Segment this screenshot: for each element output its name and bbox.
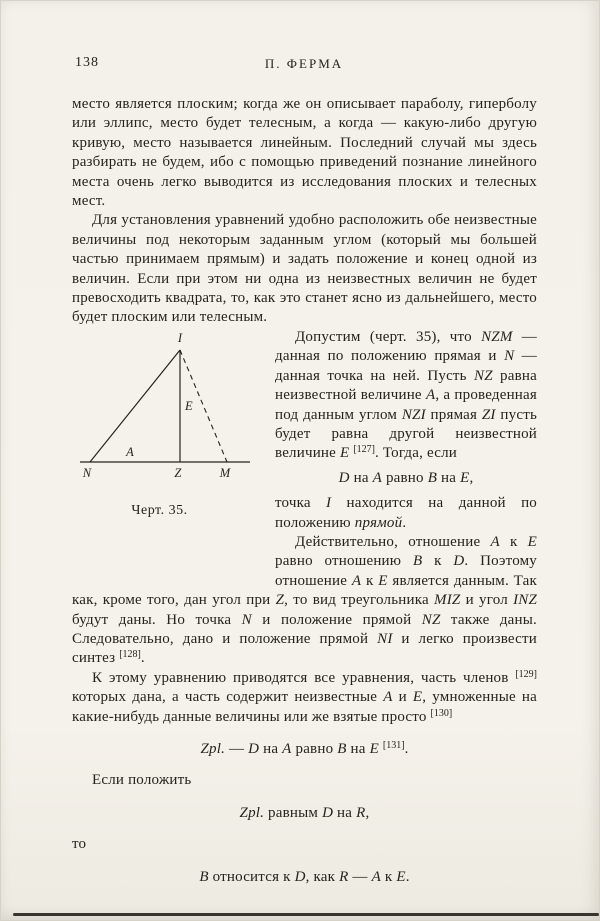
paragraph-assume: Допустим (черт. 35), что NZM — данная по положению прямая и N — данная точка на ней. Пусть NZ равна неизвестной величине A, а проведенная под данным углом NZI прямая ZI пусть будет равна другой неизвестной величине E [127]. Тогда, если [275, 328, 537, 462]
paragraph-then: то [72, 836, 87, 853]
figure-chart-35 [72, 330, 262, 578]
equation-zpl-main: Zpl. — D на A равно B на E [131]. [200, 740, 409, 757]
label-point-m: M [219, 465, 231, 480]
page-header [73, 55, 535, 73]
label-point-i: I [177, 330, 183, 345]
running-title: П. ФЕРМА [264, 56, 344, 71]
label-segment-e: E [185, 398, 193, 413]
paragraph-reduction: К этому уравнению приводятся все уравнения, часть членов [129] которых дана, а часть содержит неизвестные A и E, умноженные на какие-нибудь данные величины или же взятые просто [130] [72, 668, 537, 725]
equation-column: D на A равно B на E, [338, 469, 474, 486]
paragraph-point-i: точка I находится на данной по положению прямой. [275, 495, 537, 531]
equation-zpl-r: Zpl. равным D на R, [239, 804, 370, 821]
triangle-side-ni [90, 350, 180, 462]
paragraph-if-put: Если положить [92, 772, 192, 789]
label-segment-a: A [126, 444, 134, 459]
label-point-z: Z [174, 465, 182, 480]
figure-caption: Черт. 35. [131, 502, 188, 518]
page-body [72, 95, 537, 887]
paragraph-setup: Для установления уравнений удобно расположить обе неизвестные величины под некоторым заданным углом (который мы большей частью принимаем прямым) и задать положение и конец одной из величин. Если при этом ни одна из неизвестных величин не будет превосходить квадрата, то, как это станет ясно из дальнейшего, место будет плоским или телесным. [72, 212, 537, 326]
triangle-figure [72, 330, 262, 488]
page-number: 138 [75, 55, 99, 70]
paragraph-intro: место является плоским; когда же он описывает параболу, гиперболу или эллипс, место будет телесным, а когда — какую-либо другую кривую, место называется линейным. Последний случай мы здесь разбирать не будем, ибо с помощью приведений познание линейного места очень легко выводится из исследования плоских и телесных мест. [72, 96, 537, 210]
scan-edge-artifact [13, 913, 599, 916]
label-point-n: N [82, 465, 92, 480]
paragraph-proof: Действительно, отношение A к E равно отношению B к D. Поэтому отношение A к E является данным. Так как, кроме того, дан угол при Z, то вид треугольника MIZ и угол INZ будут даны. Но точка N и положение прямой NZ также даны. Следовательно, дано и положение прямой NI и легко произвести синтез [128]. [72, 533, 538, 667]
equation-proportion: B относится к D, как R — A к E. [199, 868, 410, 885]
